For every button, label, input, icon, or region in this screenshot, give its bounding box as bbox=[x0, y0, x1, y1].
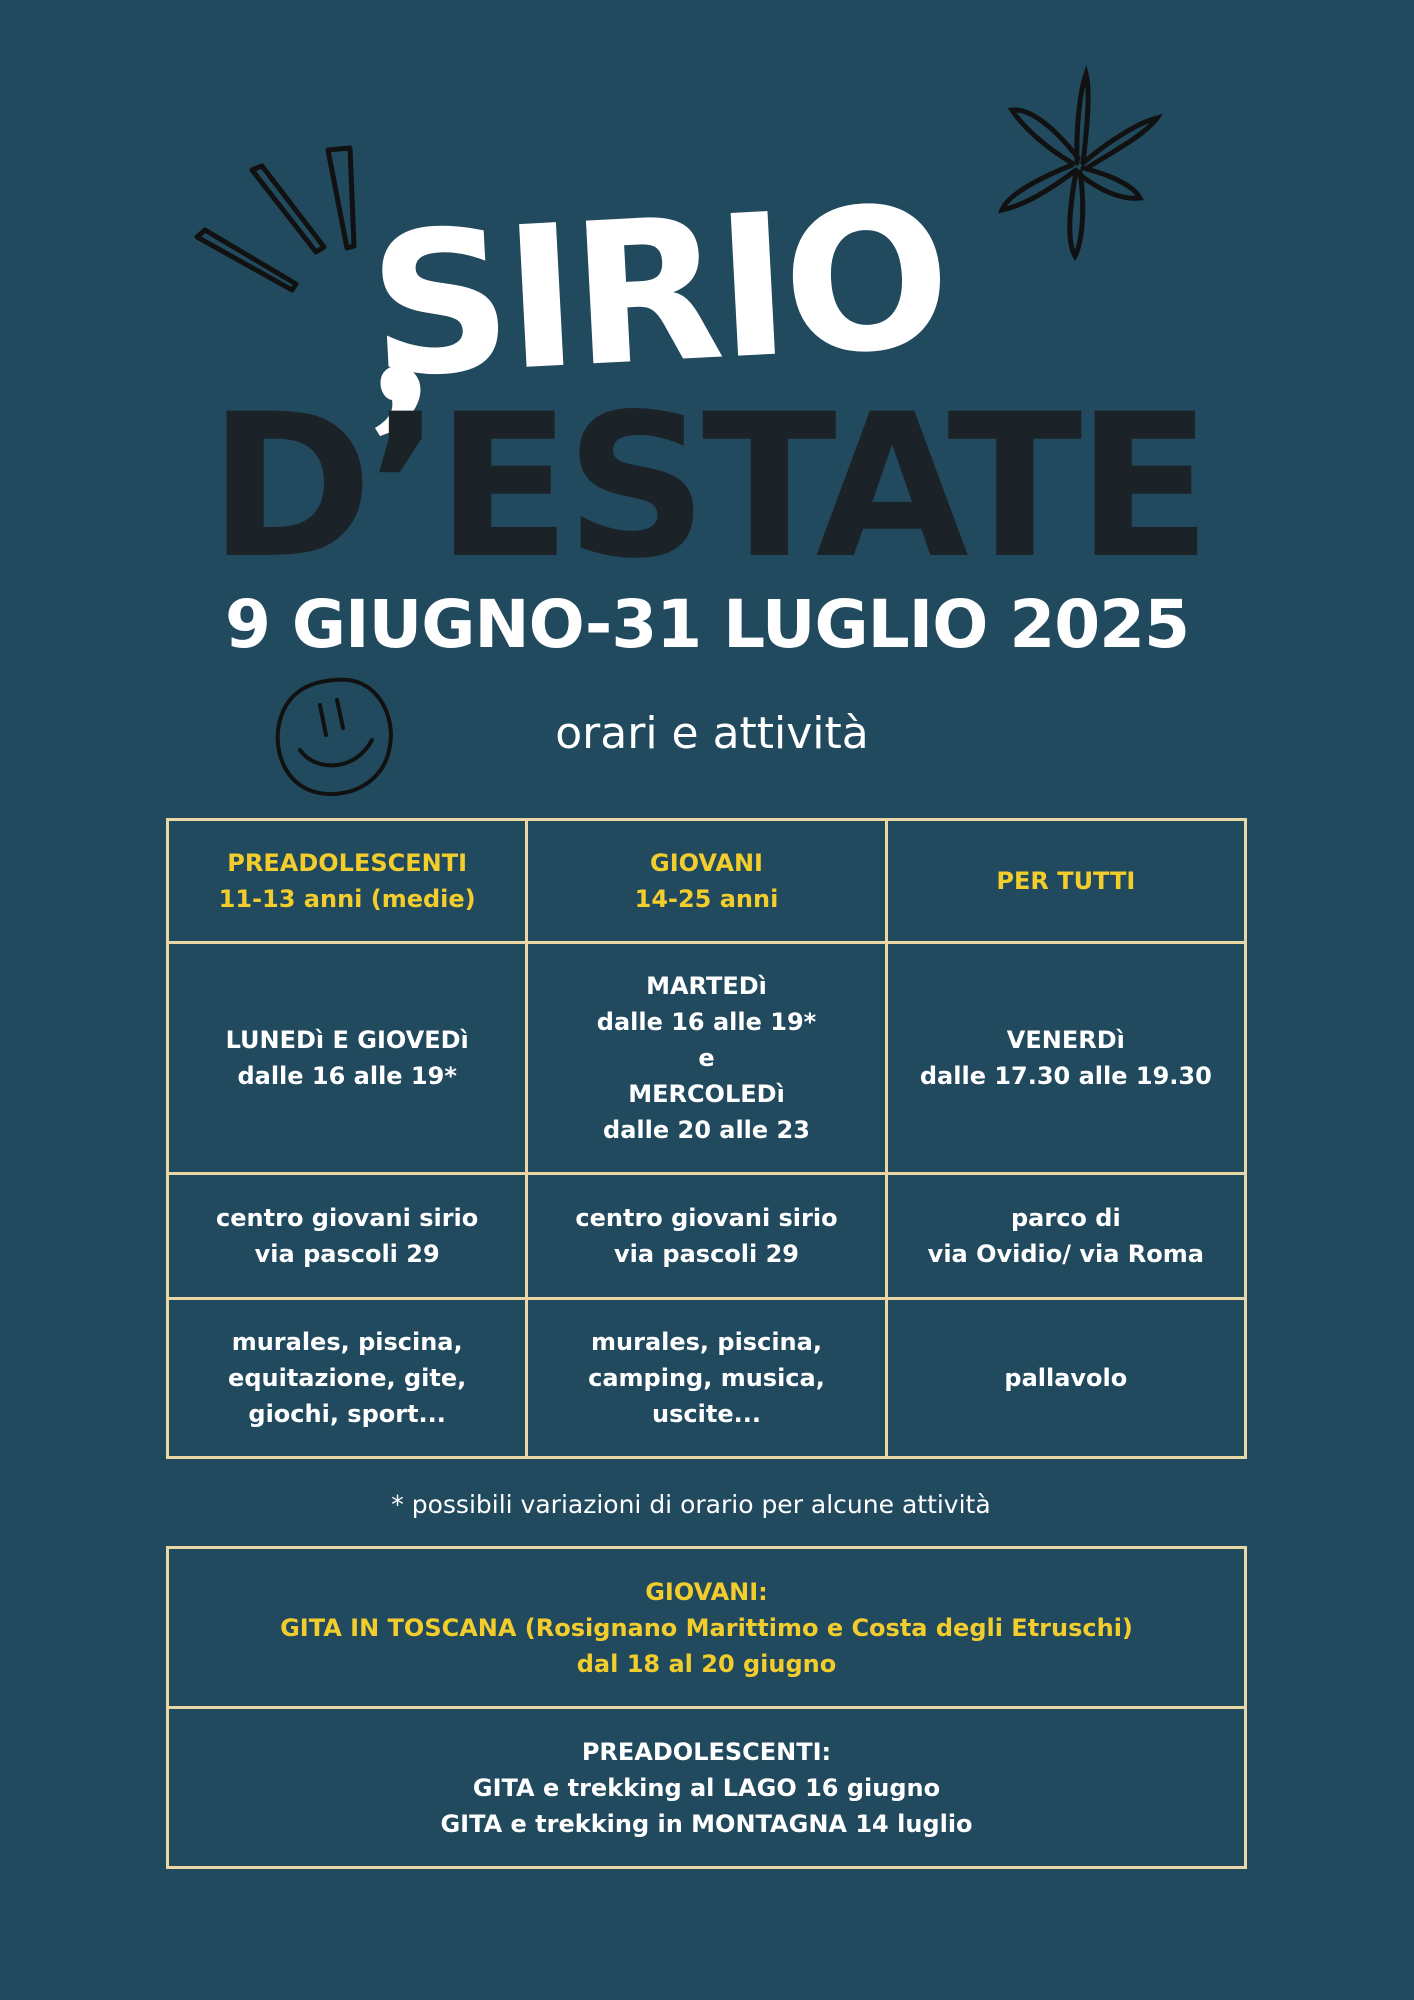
table-row-days bbox=[168, 943, 1246, 1174]
header-line: GIOVANI bbox=[650, 849, 763, 877]
trips-table bbox=[166, 1546, 1247, 1869]
activities-per-tutti bbox=[886, 1299, 1245, 1458]
header-line: 11-13 anni (medie) bbox=[218, 885, 476, 913]
header-preadolescenti bbox=[168, 820, 527, 943]
cell-line: via pascoli 29 bbox=[254, 1240, 440, 1268]
cell-line: uscite... bbox=[652, 1400, 761, 1428]
burst-lines-icon bbox=[197, 148, 354, 290]
days-giovani bbox=[527, 943, 886, 1174]
cell-line: equitazione, gite, bbox=[228, 1364, 467, 1392]
trip-giovani bbox=[168, 1548, 1246, 1708]
table-row-trip-preadolescenti bbox=[168, 1708, 1246, 1868]
cell-line: dalle 16 alle 19* bbox=[596, 1008, 817, 1036]
cell-line: e bbox=[698, 1044, 715, 1072]
table-row-places bbox=[168, 1174, 1246, 1299]
table-row-activities bbox=[168, 1299, 1246, 1458]
cell-line: pallavolo bbox=[1004, 1364, 1128, 1392]
cell-line: camping, musica, bbox=[588, 1364, 825, 1392]
cell-line: LUNEDì E GIOVEDì bbox=[225, 1026, 469, 1054]
title-sirio: SIRIO bbox=[364, 163, 950, 422]
cell-line: centro giovani sirio bbox=[575, 1204, 838, 1232]
cell-line: murales, piscina, bbox=[231, 1328, 463, 1356]
trip-line: GITA IN TOSCANA (Rosignano Marittimo e Costa degli Etruschi) bbox=[280, 1613, 1133, 1642]
trip-line: GITA e trekking al LAGO 16 giugno bbox=[472, 1773, 941, 1802]
header-line: 14-25 anni bbox=[634, 885, 779, 913]
cell-line: MERCOLEDì bbox=[628, 1080, 785, 1108]
place-per-tutti bbox=[886, 1174, 1245, 1299]
place-giovani bbox=[527, 1174, 886, 1299]
cell-line: via Ovidio/ via Roma bbox=[927, 1240, 1204, 1268]
cell-line: parco di bbox=[1010, 1204, 1121, 1232]
date-range: 9 GIUGNO-31 LUGLIO 2025 bbox=[224, 586, 1190, 663]
cell-line: dalle 20 alle 23 bbox=[603, 1116, 810, 1144]
trip-line: dal 18 al 20 giugno bbox=[576, 1649, 837, 1678]
activities-giovani bbox=[527, 1299, 886, 1458]
days-preadolescenti bbox=[168, 943, 527, 1174]
schedule-note: * possibili variazioni di orario per alcune attività bbox=[391, 1490, 991, 1519]
place-preadolescenti bbox=[168, 1174, 527, 1299]
flower-icon bbox=[1002, 74, 1157, 256]
header-giovani bbox=[527, 820, 886, 943]
cell-line: via pascoli 29 bbox=[613, 1240, 799, 1268]
days-per-tutti bbox=[886, 943, 1245, 1174]
header-line: PER TUTTI bbox=[996, 867, 1136, 895]
trip-preadolescenti bbox=[168, 1708, 1246, 1868]
table-row-headers bbox=[168, 820, 1246, 943]
title-destate: D’ESTATE bbox=[208, 371, 1206, 602]
trip-line: GITA e trekking in MONTAGNA 14 luglio bbox=[440, 1809, 973, 1838]
activities-preadolescenti bbox=[168, 1299, 527, 1458]
header-line: PREADOLESCENTI bbox=[227, 849, 468, 877]
cell-line: giochi, sport... bbox=[248, 1400, 446, 1428]
schedule-table bbox=[166, 818, 1247, 1459]
cell-line: MARTEDì bbox=[646, 972, 767, 1000]
trip-line: GIOVANI: bbox=[645, 1577, 768, 1606]
trip-line: PREADOLESCENTI: bbox=[581, 1737, 832, 1766]
subtitle bbox=[0, 708, 1414, 759]
table-row-trip-giovani bbox=[168, 1548, 1246, 1708]
subtitle-text: orari e attività bbox=[555, 708, 869, 759]
cell-line: dalle 16 alle 19* bbox=[237, 1062, 457, 1090]
cell-line: dalle 17.30 alle 19.30 bbox=[919, 1062, 1212, 1090]
header-per-tutti bbox=[886, 820, 1245, 943]
cell-line: VENERDì bbox=[1006, 1026, 1125, 1054]
cell-line: murales, piscina, bbox=[591, 1328, 822, 1356]
cell-line: centro giovani sirio bbox=[216, 1204, 479, 1232]
